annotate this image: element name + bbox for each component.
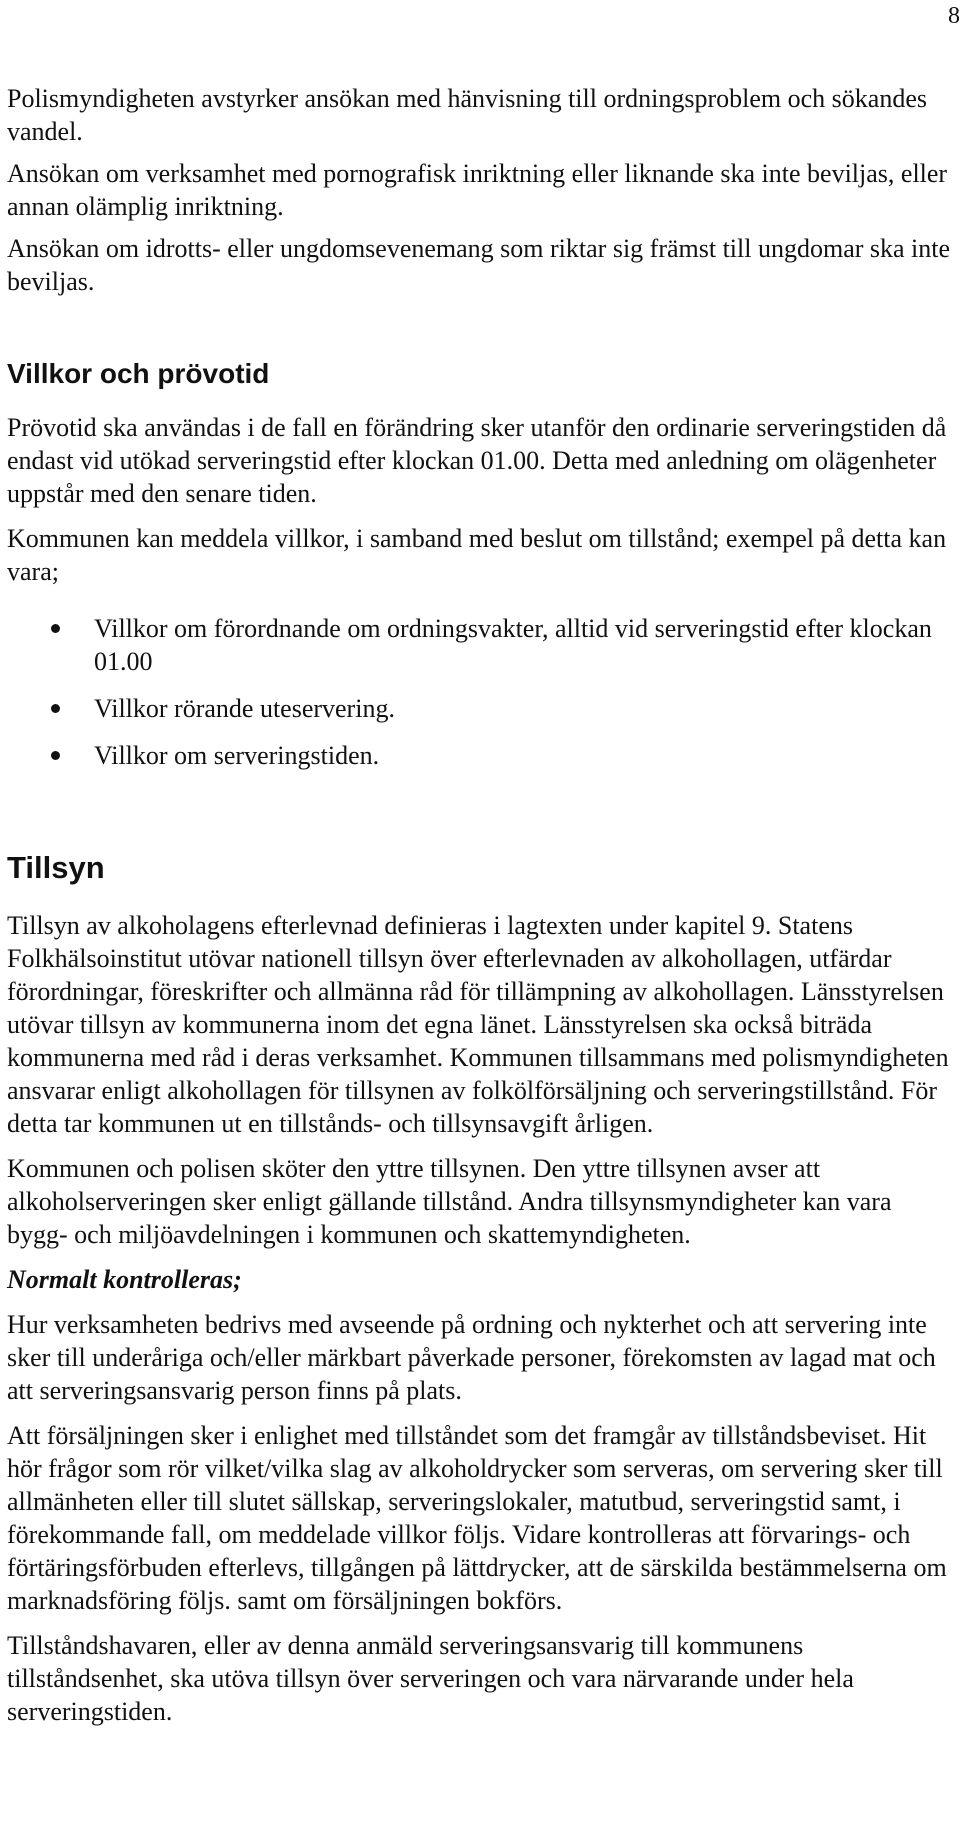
list-item-text: Villkor om serveringstiden.: [94, 741, 380, 770]
bullet-icon: [51, 624, 60, 633]
paragraph-conditions-intro: Kommunen kan meddela villkor, i samband med beslut om tillstånd; exempel på detta kan vara;: [7, 524, 947, 586]
bullet-icon: [51, 751, 60, 760]
conditions-list: [7, 612, 952, 772]
list-item: [7, 692, 952, 725]
paragraph-provotid: Prövotid ska användas i de fall en förändring sker utanför den ordinarie serveringstiden då endast vid utökad serveringstid efter klockan 01.00. Detta med anledning om olägenheter uppstår med den senare tiden.: [7, 413, 947, 508]
paragraph-tillsyn-definition: Tillsyn av alkoholagens efterlevnad definieras i lagtexten under kapitel 9. Statens Folkhälsoinstitut utövar nationell tillsyn över efterlevnaden av alkohollagen, utfärdar förordningar, föreskrifter och allmänna råd för tillämpning av alkohollagen. Länsstyrelsen utövar tillsyn av kommunerna inom det egna länet. Länsstyrelsen ska också biträda kommunerna med råd i deras verksamhet. Kommunen tillsammans med polismyndigheten ansvarar enligt alkohollagen för tillsynen av folkölförsäljning och serveringstillstånd. För detta tar kommunen ut en tillstånds- och tillsynsavgift årligen.: [7, 911, 949, 1138]
paragraph-police-objection: Polismyndigheten avstyrker ansökan med hänvisning till ordningsproblem och sökandes vandel.: [7, 84, 927, 146]
paragraph-pornographic-activity: Ansökan om verksamhet med pornografisk inriktning eller liknande ska inte beviljas, eller annan olämplig inriktning.: [7, 159, 948, 221]
paragraph-operation-check: Hur verksamheten bedrivs med avseende på ordning och nykterhet och att servering inte sker till underåriga och/eller märkbart påverkade personer, förekomsten av lagad mat och att serveringsansvarig person finns på plats.: [7, 1310, 936, 1405]
page-content: [7, 82, 952, 1728]
list-item-text: Villkor rörande uteservering.: [94, 694, 395, 723]
paragraph-license-holder: Tillståndshavaren, eller av denna anmäld serveringsansvarig till kommunens tillståndsenhet, ska utöva tillsyn över serveringen och vara närvarande under hela serveringstiden.: [7, 1631, 854, 1726]
subheading-normally-checked: Normalt kontrolleras;: [7, 1265, 242, 1294]
list-item: [7, 612, 952, 678]
paragraph-youth-events: Ansökan om idrotts- eller ungdomsevenemang som riktar sig främst till ungdomar ska inte beviljas.: [7, 234, 951, 296]
list-item-text: Villkor om förordnande om ordningsvakter, alltid vid serveringstid efter klockan 01.00: [94, 614, 932, 676]
paragraph-sales-compliance: Att försäljningen sker i enlighet med tillståndet som det framgår av tillståndsbeviset. Hit hör frågor som rör vilket/vilka slag av alkoholdrycker som serveras, om servering sker till allmänheten eller till slutet sällskap, serveringslokaler, matutbud, serveringstid samt, i förekommande fall, om meddelade villkor följs. Vidare kontrolleras att förvarings- och förtäringsförbuden efterlevs, tillgången på lättdrycker, att de särskilda bestämmelserna om marknadsföring följs. samt om försäljningen bokförs.: [7, 1421, 947, 1615]
section-heading-villkor: Villkor och prövotid: [7, 358, 270, 389]
list-item: [7, 739, 952, 772]
bullet-icon: [51, 704, 60, 713]
paragraph-external-supervision: Kommunen och polisen sköter den yttre tillsynen. Den yttre tillsynen avser att alkoholserveringen sker enligt gällande tillstånd. Andra tillsynsmyndigheter kan vara bygg- och miljöavdelningen i kommunen och skattemyndigheten.: [7, 1154, 892, 1249]
section-heading-tillsyn: Tillsyn: [7, 850, 105, 885]
page-number: 8: [948, 3, 960, 29]
